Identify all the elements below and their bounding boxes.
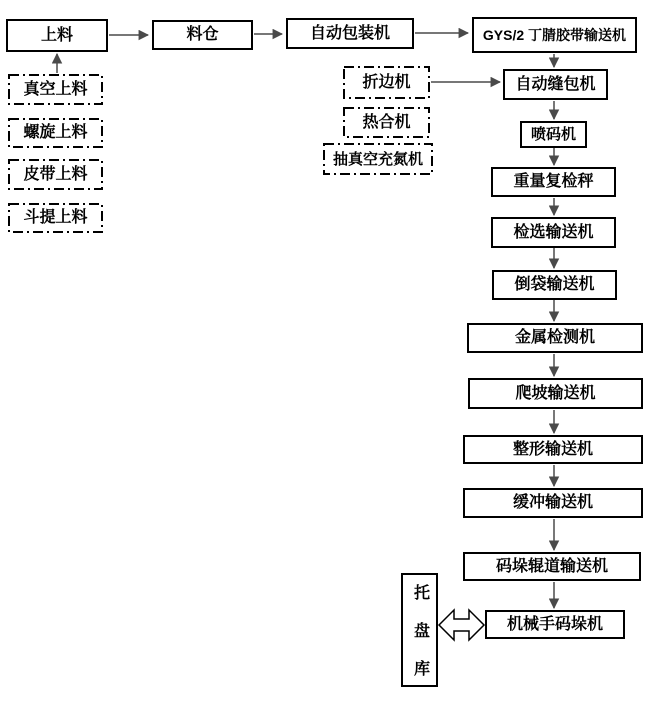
double-arrow-pallet-robot	[439, 610, 484, 640]
node-gys-belt-conveyor: GYS/2 丁腈胶带输送机	[472, 17, 637, 53]
node-sorting-conveyor: 检选输送机	[491, 217, 616, 248]
node-robot-palletizer: 机械手码垛机	[485, 610, 625, 639]
node-weight-checker: 重量复检秤	[491, 167, 616, 197]
node-vacuum-feeding: 真空上料	[23, 80, 88, 98]
node-metal-detector: 金属检测机	[467, 323, 643, 353]
node-bucket-feeding: 斗提上料	[23, 209, 88, 226]
node-bag-sewing-machine: 自动缝包机	[503, 69, 608, 100]
node-vacuum-nitrogen-machine: 抽真空充氮机	[332, 150, 423, 168]
node-heat-sealing-machine: 热合机	[362, 113, 411, 131]
node-inkjet-printer: 喷码机	[520, 121, 587, 148]
node-auto-packing-machine: 自动包装机	[286, 18, 414, 49]
node-pallet-warehouse: 托盘库	[401, 573, 438, 687]
node-buffer-conveyor: 缓冲输送机	[463, 488, 643, 518]
node-silo: 料仓	[152, 20, 253, 50]
node-shaping-conveyor: 整形输送机	[463, 435, 643, 464]
node-bag-turning-conveyor: 倒袋输送机	[492, 270, 617, 300]
node-pallet-roller-conveyor: 码垛辊道输送机	[463, 552, 641, 581]
node-edge-folding-machine: 折边机	[362, 73, 411, 91]
node-belt-feeding: 皮带上料	[23, 165, 88, 183]
node-feeding: 上料	[6, 19, 108, 52]
node-climbing-conveyor: 爬坡输送机	[468, 378, 643, 409]
node-screw-feeding: 螺旋上料	[23, 124, 88, 141]
